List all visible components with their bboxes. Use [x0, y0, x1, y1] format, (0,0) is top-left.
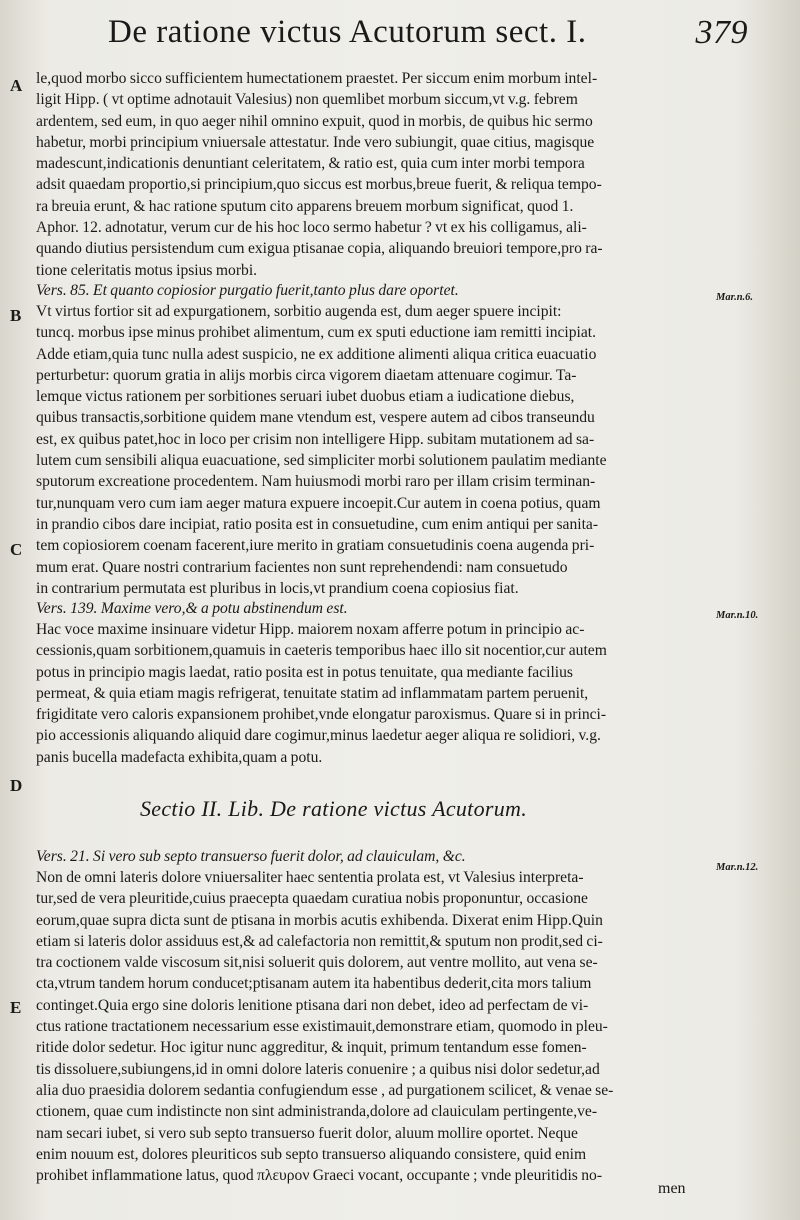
- text-line: cessionis,quam sorbitionem,quamuis in caeteris temporibus haec illo sit nocentior,cur autem: [36, 642, 607, 660]
- text-line: ctionem, quae cum indistincte non sint administranda,dolore ad clauiculam pertingente,ve-: [36, 1103, 598, 1121]
- text-block-3: [36, 619, 712, 768]
- text-line: le,quod morbo sicco sufficientem humectationem praestet. Per siccum enim morbum intel-: [36, 70, 598, 87]
- verse-ref-85: [36, 280, 712, 301]
- text-line: tur,nunquam vero cum iam aeger matura expuere incoepit.Cur autem in coena potius, quam: [36, 494, 601, 512]
- text-line: tur,sed de vera pleuritide,cuius praecepta quaedam curatiua nobis proponuntur, occasione: [36, 890, 588, 908]
- text-line: frigiditate vero caloris expansionem prohibet,vnde elongatur paroxismus. Quare si in princi-: [36, 706, 607, 724]
- text-line: ctus ratione tractationem necessarium esse existimauit,demonstrare etiam, quomodo in pleu-: [36, 1018, 608, 1036]
- text-line: tem copiosiorem coenam facerent,iure merito in gratiam consuetudinis coena augenda pri-: [36, 537, 595, 555]
- margin-letter-e: E: [10, 998, 22, 1017]
- text-line: eorum,quae supra dicta sunt de ptisana in morbis acutis exhibenda. Dixerat enim Hipp.Quin: [36, 911, 603, 929]
- page-number: 379: [695, 14, 748, 51]
- verse-line: Vers. 139. Maxime vero,& a potu abstinendum est.: [36, 600, 348, 617]
- running-head: [108, 14, 748, 64]
- verse-ref-21: [36, 846, 712, 867]
- margin-letter-c: C: [10, 540, 23, 559]
- text-line: habetur, morbi principium vniuersale attestatur. Inde vero subiungit, quae citius, magisque: [36, 133, 595, 151]
- margin-note-2: Mar.n.10.: [716, 610, 759, 621]
- text-line: Aphor. 12. adnotatur, verum cur de his hoc loco sermo habetur ? vt ex his colligamus, ali-: [36, 219, 587, 237]
- text-line: sputorum excreatione procedentem. Nam huiusmodi morbi raro per illam crisim terminan-: [36, 473, 596, 491]
- text-line: ardentem, sed eum, in quo aeger nihil omnino expuit, quod in morbis, de quibus hic sermo: [36, 112, 593, 130]
- verse-line: Vers. 85. Et quanto copiosior purgatio fuerit,tanto plus dare oportet.: [36, 282, 459, 299]
- text-line: ligit Hipp. ( vt optime adnotauit Valesius) non quemlibet morbum siccum,vt v.g. febrem: [36, 91, 578, 109]
- margin-letter-b: B: [10, 306, 22, 325]
- text-line: lutem cum sensibili aliqua euacuatione, sed simpliciter morbi solutionem paulatim mediante: [36, 452, 607, 470]
- text-line: cta,vtrum tandem horum conducet;ptisanam autem ita habentibus dederit,cita mors talium: [36, 975, 592, 993]
- text-line: quando diutius persistendum cum exigua ptisanae copia, aliquando breuiori tempore,pro ra-: [36, 240, 603, 258]
- text-line: nam secari iubet, si vero sub septo transuerso fuerit dolor, aluum mollire oportet. Neque: [36, 1124, 578, 1142]
- margin-letter-d: D: [10, 776, 23, 795]
- text-line: ra breuia erunt, & hac ratione sputum cito apparens breuem morbum significat, quod 1.: [36, 197, 574, 215]
- text-line: permeat, & quia etiam magis refrigerat, tenuitate statim ad inflammatam partem peruenit,: [36, 684, 589, 702]
- text-line: tione celeritatis motus ipsius morbi.: [36, 261, 258, 279]
- text-line: in contrarium permutata est pluribus in locis,vt prandium coena copiosius fiat.: [36, 579, 519, 597]
- text-line: Hac voce maxime insinuare videtur Hipp. maiorem noxam afferre potum in principio ac-: [36, 621, 585, 638]
- text-line: ritide dolor sedetur. Hoc igitur nunc aggreditur, & inquit, primum tentandum esse fomen-: [36, 1039, 587, 1057]
- catchword: men: [658, 1180, 686, 1197]
- text-line: adsit quaedam proportio,si principium,quo siccus est morbus,breue fuerit, & reliqua tempo-: [36, 176, 602, 194]
- text-line: lemque victus rationem per sorbitiones seruari iubet duobus etiam a iudicatione diebus,: [36, 388, 575, 406]
- verse-ref-139: [36, 598, 712, 619]
- text-line: enim nouum est, dolores pleuriticos sub septo transuerso aliquando consistere, quid enim: [36, 1145, 587, 1163]
- margin-letter-a: A: [10, 76, 23, 95]
- text-line: prohibet inflammatione latus, quod πλευρον Graeci vocant, occupante ; vnde pleuritidis no-: [36, 1167, 603, 1185]
- text-line: panis bucella madefacta exhibita,quam a potu.: [36, 748, 323, 766]
- margin-note-3: Mar.n.12.: [716, 862, 759, 873]
- text-line: Vt virtus fortior sit ad expurgationem, sorbitio augenda est, dum aeger spuere incipit:: [36, 303, 562, 320]
- text-line: est, ex quibus patet,hoc in loco per crisim non intelligere Hipp. subitam mutationem ad sa-: [36, 430, 595, 448]
- text-line: etiam si lateris dolor assiduus est,& ad calefactoria non remittit,& sputum non prodit,sed ci-: [36, 932, 603, 950]
- verse-line: Vers. 21. Si vero sub septo transuerso fuerit dolor, ad clauiculam, &c.: [36, 848, 466, 865]
- text-line: Non de omni lateris dolore vniuersaliter haec sententia prolata est, vt Valesius interpreta-: [36, 869, 584, 886]
- text-line: continget.Quia ergo sine doloris lenitione ptisana dari non debet, ideo ad perfectam de vi-: [36, 996, 589, 1014]
- text-line: Adde etiam,quia tunc nulla adest suspicio, ne ex additione alimenti aliqua critica euacuatio: [36, 345, 597, 363]
- text-block-2: [36, 301, 712, 599]
- margin-note-1: Mar.n.6.: [716, 292, 754, 303]
- text-block-1: [36, 68, 712, 281]
- text-line: mum erat. Quare nostri contrarium facientes non sunt reprehendendi: nam consuetudo: [36, 558, 568, 576]
- text-line: tuncq. morbus ipse minus prohibet alimentum, cum ex sputi eductione iam remitti incipiat.: [36, 324, 597, 342]
- text-line: alia duo praesidia dolorem sedantia confugiendum esse , ad purgationem scilicet, & venae se-: [36, 1081, 614, 1099]
- text-block-4: [36, 867, 712, 1186]
- text-line: pio accessionis aliquando aliquid dare cogimur,minus laedetur aeger aliqua re solidiori, v.g.: [36, 727, 601, 745]
- text-line: tra coctionem valde viscosum sit,nisi soluerit quis dolorem, aut ventre mollito, aut vena se-: [36, 954, 598, 972]
- text-line: in prandio cibos dare incipiat, ratio posita est in consuetudine, cum enim antiqui per sanita-: [36, 515, 599, 533]
- text-line: quibus transactis,sorbitione quidem mane vtendum est, vespere autem ad cibos transeundu: [36, 409, 595, 427]
- text-line: potus in principio magis laedat, ratio posita est in potus tenuitate, qua mediante facilius: [36, 663, 573, 681]
- running-head-title: De ratione victus Acutorum sect. I.: [108, 14, 587, 50]
- text-line: perturbetur: quorum gratia in alijs morbis circa vigorem diaetam attenuare cogimur. Ta-: [36, 366, 577, 384]
- text-line: tis dissoluere,subiungens,id in omni dolore lateris conuenire ; a quibus nisi dolor sedetur,ad: [36, 1060, 600, 1078]
- text-line: madescunt,indicationis denuntiant celeritatem, & ratio est, quia cum inter morbi tempora: [36, 155, 585, 173]
- section-heading: Sectio II. Lib. De ratione victus Acutorum.: [140, 796, 528, 821]
